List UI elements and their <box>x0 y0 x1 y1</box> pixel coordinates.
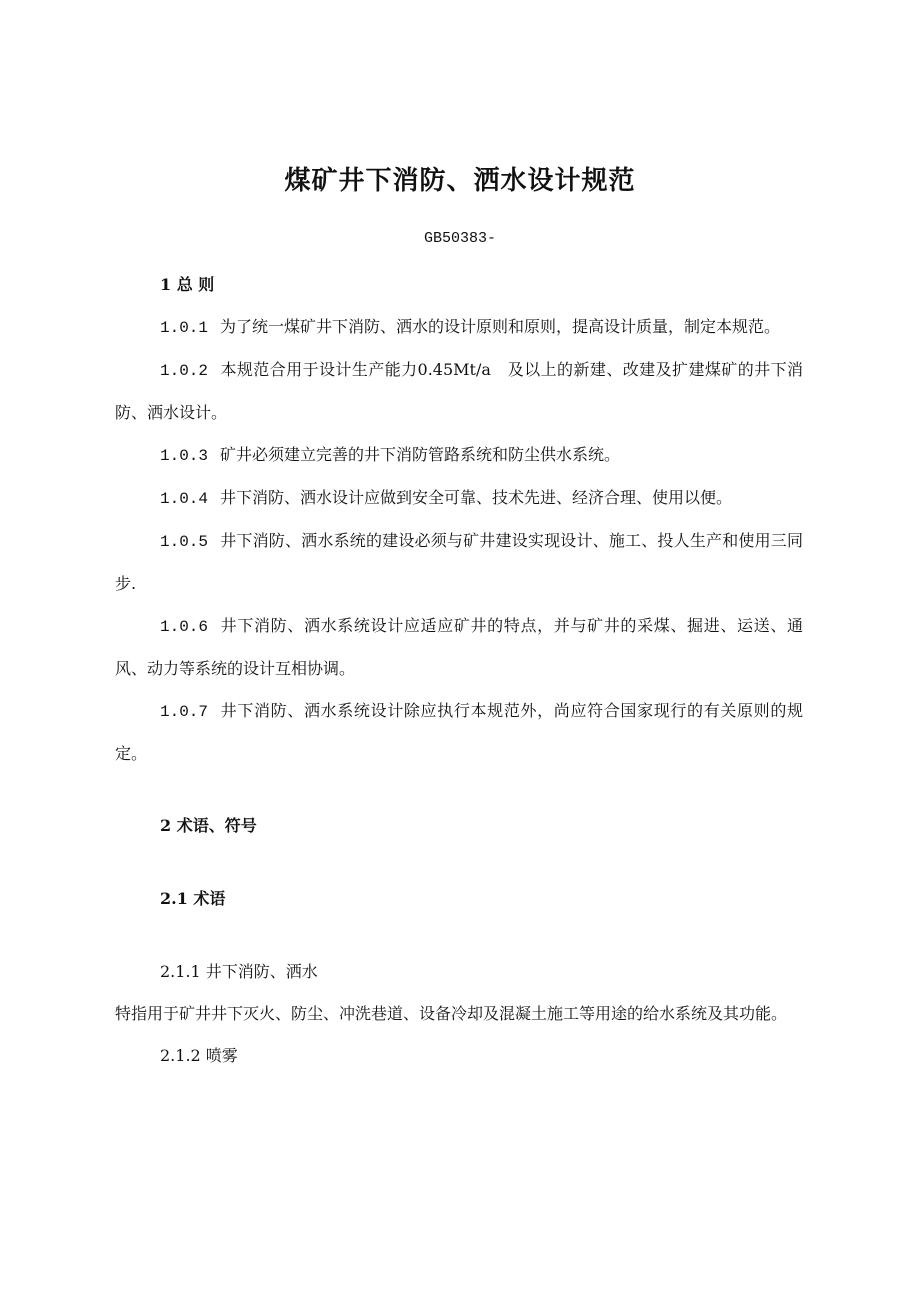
clause-number: 1.0.3 <box>160 447 209 465</box>
clause-text: 井下消防、洒水系统设计应适应矿井的特点，并与矿井的采煤、掘进、运送、通风、动力等系统的设计互相协调。 <box>115 616 803 678</box>
document-title: 煤矿井下消防、洒水设计规范 <box>284 166 636 196</box>
clause-1-0-7 <box>115 690 803 775</box>
clause-number: 1.0.5 <box>160 533 209 551</box>
clause-number: 1.0.4 <box>160 490 209 508</box>
clause-text: 本规范合用于设计生产能力0.45Mt/a 及以上的新建、改建及扩建煤矿的井下消防、洒水设计。 <box>115 360 803 422</box>
clause-1-0-6 <box>115 605 803 690</box>
term-title-fire-sprinkling: 2.1.1 井下消防、洒水 <box>160 962 318 981</box>
term-title-spray: 2.1.2 喷雾 <box>160 1046 238 1065</box>
clause-number: 1.0.7 <box>160 703 209 721</box>
clause-1-0-4 <box>115 477 803 520</box>
document-body <box>115 264 803 1077</box>
section-heading-general: 1 总 则 <box>160 275 215 294</box>
clause-number: 1.0.1 <box>160 319 209 337</box>
clause-text: 井下消防、洒水系统的建设必须与矿井建设实现设计、施工、投人生产和使用三同步. <box>115 531 803 593</box>
clause-text: 井下消防、洒水设计应做到安全可靠、技术先进、经济合理、使用以便。 <box>220 488 733 507</box>
clause-text: 矿井必须建立完善的井下消防管路系统和防尘供水系统。 <box>220 445 621 464</box>
clause-number: 1.0.2 <box>160 362 209 380</box>
clause-1-0-5 <box>115 520 803 605</box>
subsection-heading-terms: 2.1 术语 <box>160 889 226 908</box>
clause-1-0-1 <box>115 306 803 349</box>
clause-text: 井下消防、洒水系统设计除应执行本规范外，尚应符合国家现行的有关原则的规定。 <box>115 701 803 763</box>
clause-1-0-2 <box>115 349 803 434</box>
term-definition: 特指用于矿井井下灭火、防尘、冲洗巷道、设备冷却及混凝土施工等用途的给水系统及其功能。 <box>115 1004 788 1023</box>
section-heading-terms-symbols: 2 术语、符号 <box>160 816 257 835</box>
standard-code: GB50383- <box>423 230 496 247</box>
clause-1-0-3 <box>115 434 803 477</box>
clause-number: 1.0.6 <box>160 618 209 636</box>
clause-text: 为了统一煤矿井下消防、洒水的设计原则和原则，提高设计质量，制定本规范。 <box>220 317 781 336</box>
